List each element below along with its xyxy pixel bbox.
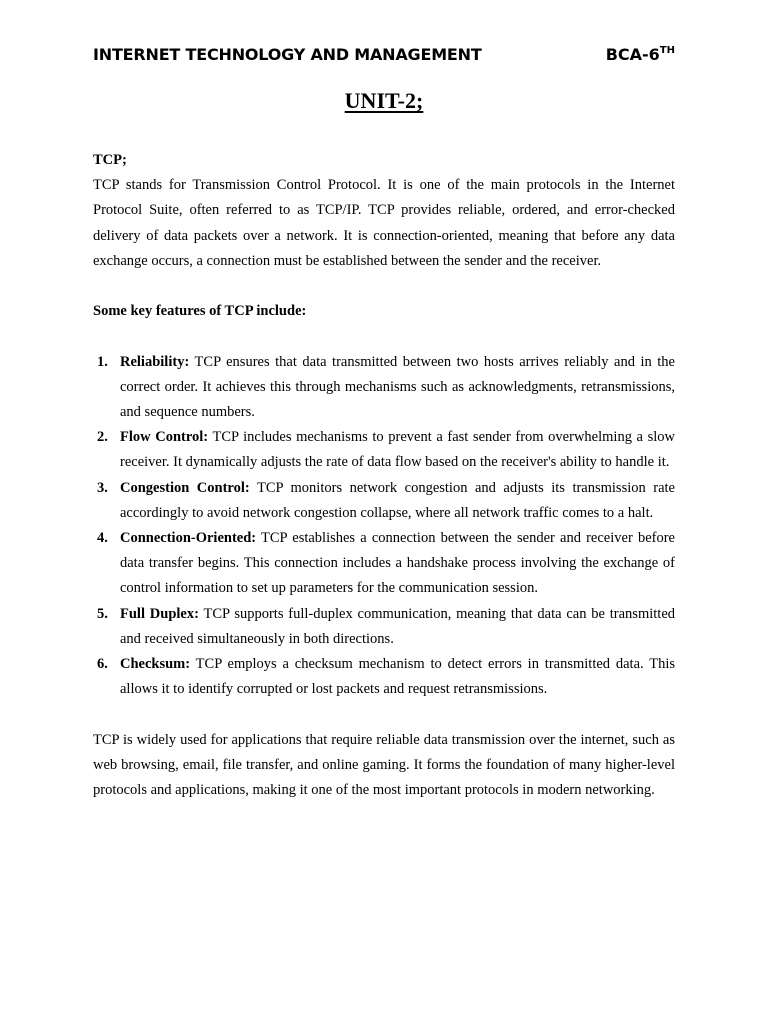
page-header [93,42,675,68]
feature-term: Flow Control: [120,429,209,446]
list-item [93,602,675,652]
list-item [93,350,675,426]
unit-heading [0,86,768,116]
tcp-intro-paragraph: TCP stands for Transmission Control Protocol. It is one of the main protocols in the Internet Protocol Suite, often referred to as TCP/IP. TCP provides reliable, ordered, and error-checked delivery of data packets over a network. It is connection-oriented, meaning that before any data exchange occurs, a connection must be established between the sender and the receiver. [93,177,675,269]
tcp-conclusion-paragraph: TCP is widely used for applications that require reliable data transmission over the internet, such as web browsing, email, file transfer, and online gaming. It forms the foundation of many higher-level protocols and applications, making it one of the most important protocols in modern networking. [93,731,675,799]
list-number: 4. [97,530,108,547]
spacer [93,702,675,727]
feature-term: Checksum: [120,656,191,673]
semester-label [606,42,675,68]
document-body [93,148,675,803]
list-item [93,476,675,526]
semester-superscript: TH [659,45,675,56]
spacer [93,274,675,299]
list-number: 5. [97,605,108,622]
feature-description: TCP includes mechanisms to prevent a fast sender from overwhelming a slow receiver. It dynamically adjusts the rate of data flow based on the receiver's ability to handle it. [120,429,675,471]
semester-text: BCA-6 [605,45,660,64]
feature-term: Congestion Control: [120,479,250,496]
feature-term: Full Duplex: [120,605,199,622]
list-item [93,526,675,602]
features-heading: Some key features of TCP include: [93,303,307,320]
list-number: 2. [97,429,108,446]
list-number: 6. [97,656,108,673]
list-number: 1. [97,353,108,370]
course-title: INTERNET TECHNOLOGY AND MANAGEMENT [93,45,482,64]
list-item [93,425,675,475]
list-item [93,652,675,702]
feature-term: Reliability: [120,353,190,370]
feature-description: TCP monitors network congestion and adjusts its transmission rate accordingly to avoid network congestion collapse, where all network traffic comes to a halt. [120,479,675,521]
unit-title: UNIT-2; [344,88,424,113]
feature-description: TCP employs a checksum mechanism to detect errors in transmitted data. This allows it to identify corrupted or lost packets and request retransmissions. [120,656,675,698]
feature-description: TCP establishes a connection between the sender and receiver before data transfer begins. This connection includes a handshake process involving the exchange of control information to set up parameters for the communication session. [120,530,675,597]
feature-term: Connection-Oriented: [120,530,257,547]
spacer [93,324,675,349]
list-number: 3. [97,479,108,496]
tcp-heading: TCP; [93,152,127,168]
features-list [93,350,675,703]
feature-description: TCP supports full-duplex communication, meaning that data can be transmitted and received simultaneously in both directions. [120,605,676,647]
feature-description: TCP ensures that data transmitted between two hosts arrives reliably and in the correct order. It achieves this through mechanisms such as acknowledgments, retransmissions, and sequence numbers. [120,353,675,420]
